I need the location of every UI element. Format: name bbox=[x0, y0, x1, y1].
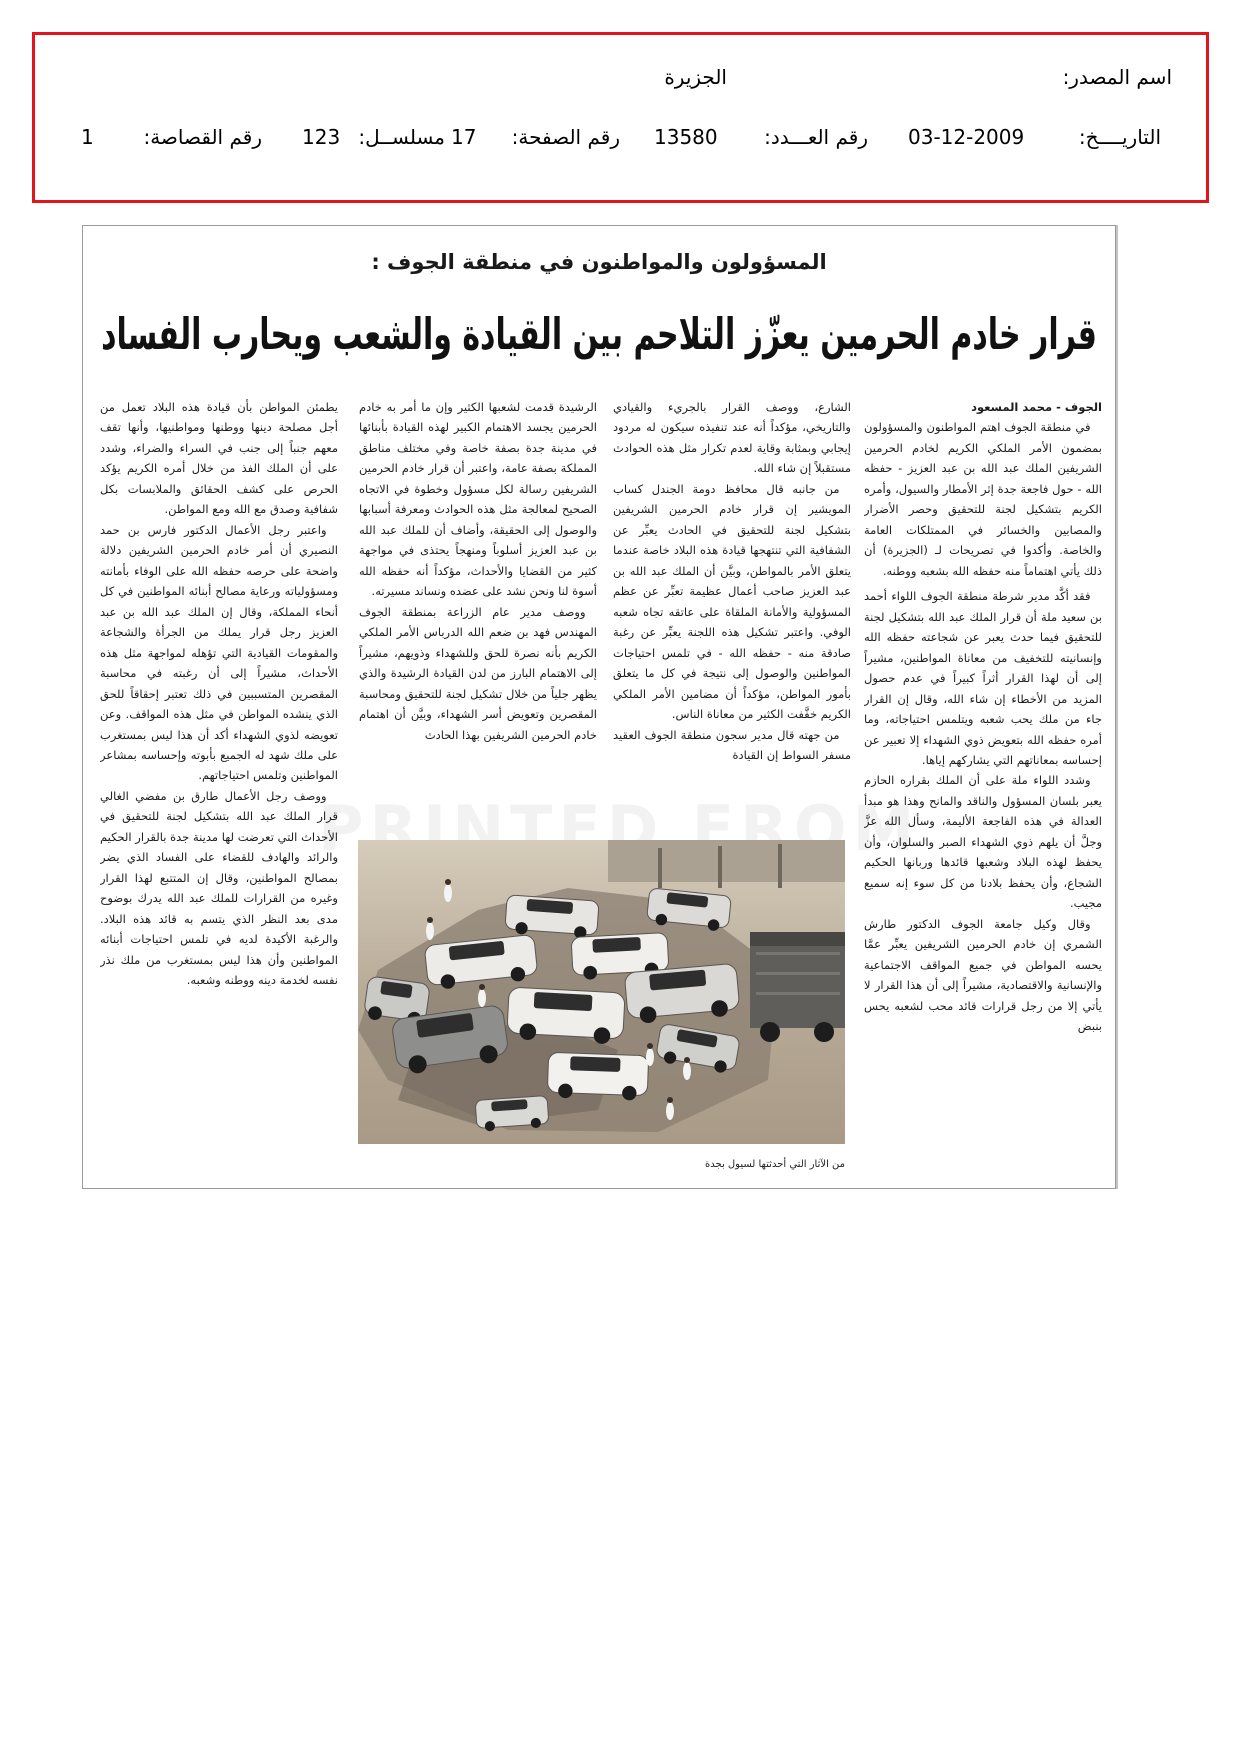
fence-post bbox=[778, 844, 782, 888]
paragraph: وقال وكيل جامعة الجوف الدكتور طارش الشمري إن خادم الحرمين الشريفين يعبِّر عمَّا يحسه المواطن في جميع المواقف الاجتماعية والإنسانية والاقتصادية، مشيراً إلى أن هذا القرار لا يأتي إلا من رجل قرارات قائد محب لشعبه يحس بنبض bbox=[864, 916, 1102, 1034]
person bbox=[683, 1057, 691, 1080]
clip-label: رقم القصاصة: bbox=[143, 125, 262, 149]
metadata-header-box bbox=[32, 32, 1209, 203]
person bbox=[444, 879, 452, 902]
person-head bbox=[667, 1097, 673, 1103]
person-head bbox=[445, 879, 451, 885]
truck bbox=[750, 932, 845, 1042]
photo-caption: من الآثار التي أحدثتها لسيول بجدة bbox=[705, 1159, 845, 1170]
date-value: 03-12-2009 bbox=[908, 125, 1025, 149]
article-column-2 bbox=[613, 397, 851, 828]
person-body bbox=[666, 1102, 674, 1120]
flood-photo-graphic bbox=[358, 840, 845, 1144]
person bbox=[646, 1043, 654, 1066]
fence-post bbox=[658, 848, 662, 888]
truck-rail bbox=[756, 992, 840, 995]
article-headline: قرار خادم الحرمين يعزّز التلاحم بين القيادة والشعب ويحارب الفساد bbox=[101, 309, 1097, 361]
paragraph: الرشيدة قدمت لشعبها الكثير وإن ما أمر به خادم الحرمين يجسد الاهتمام الكبير لهذه القيادة بأبنائها في مدينة جدة بصفة خاصة وفي مختلف مناطق المملكة بصفة عامة، واعتبر أن قرار خادم الحرمين الشريفين رسالة لكل مسؤول وخطوة في الاتجاه الصحيح لمعالجة مثل هذه الحوادث ومعرفة أسبابها والوصول إلى الحقيقة، وأضاف أن للملك عبد الله بن عبد العزيز أسلوباً ومنهجاً يحتذى في مواجهة كثير من القضايا والأحداث، مؤكداً أنه حفظه الله أسوة لنا ونحن نشد على عضده ونساند مسيرته. bbox=[359, 400, 597, 599]
paragraph: الشارع، ووصف القرار بالجريء والقيادي والتاريخي، مؤكداً أنه عند تنفيذه سيكون له مردود إيجابي وبمثابة وقاية لعدم تكرار مثل هذه الحوادث مستقبلاً إن شاء الله. bbox=[613, 400, 851, 476]
headline-container bbox=[82, 306, 1116, 366]
issue-label: رقم العـــدد: bbox=[764, 125, 868, 149]
truck-top bbox=[750, 932, 845, 946]
truck-body bbox=[750, 932, 845, 1028]
car-window bbox=[592, 937, 641, 953]
person-body bbox=[478, 989, 486, 1007]
car-window bbox=[570, 1056, 620, 1072]
paragraph: في منطقة الجوف اهتم المواطنون والمسؤولون بمضمون الأمر الملكي الكريم لخادم الحرمين الشريفين الملك عبد الله بن عبد العزيز - حفظه الله - حول فاجعة جدة إثر الأمطار والسيول، وأمره الكريم بتشكيل لجنة للتحقيق وحصر الأضرار والمصابين والخسائر في الممتلكات العامة والخاصة. وأكدوا في تصريحات لـ (الجزيرة) أن ذلك يأتي اهتماماً منه حفظه الله بشعبه ووطنه. bbox=[864, 420, 1102, 578]
person-body bbox=[683, 1062, 691, 1080]
wrecked-car bbox=[547, 1052, 649, 1101]
truck-wheel bbox=[814, 1022, 834, 1042]
fence-post bbox=[718, 846, 722, 888]
background-wall bbox=[608, 840, 845, 882]
article-column-1 bbox=[864, 397, 1102, 1172]
wrecked-car bbox=[507, 987, 626, 1045]
flood-photo bbox=[358, 840, 845, 1144]
paragraph: ووصف مدير عام الزراعة بمنطقة الجوف المهندس فهد بن ضعم الله الدرباس الأمر الملكي الكريم بأنه نصرة للحق وللشهداء وذويهم، مشيراً إلى الاهتمام البارز من لدن القيادة الرشيدة والذي يظهر جلياً من خلال تشكيل لجنة للتحقيق ومحاسبة المقصرين وتعويض أسر الشهداء، وبيَّن أن اهتمام خادم الحرمين الشريفين بهذا الحادث bbox=[359, 604, 597, 742]
paragraph: واعتبر رجل الأعمال الدكتور فارس بن حمد النصيري أن أمر خادم الحرمين الشريفين دلالة واضحة على حرصه حفظه الله على الوفاء بأمانته ومسؤولياته ورعاية مصالح أبنائه المواطنين في كل أنحاء المملكة، وقال إن الملك عبد الله بن عبد العزيز رجل قرار يملك من الجرأة والشجاعة والمقومات القيادية التي تؤهله لمواجهة مثل هذه الأحداث، مشيراً إلى أن رغبته في محاسبة المقصرين المتسببين في ذلك تعتبر إحقاقاً للحق الذي ينشده المواطن في مثل هذه المواقف. وعن تعويضه لذوي الشهداء أكد أن هذا ليس بمستغرب على ملك شهد له الجميع بأبوته وإحساسه بمشاعر المواطنين وتلمس احتياجاتهم. bbox=[100, 522, 338, 783]
paragraph: من جانبه قال محافظ دومة الجندل كساب المويشير إن قرار خادم الحرمين الشريفين بتشكيل لجنة للتحقيق في الحادث يعبِّر عن الشفافية التي تنتهجها قيادة هذه البلاد خاصة عندما يتعلق الأمر بالمواطن، وبيَّن أن الملك عبد الله بن عبد العزيز صاحب أعمال عظيمة تعبِّر عن عظم المسؤولية والأمانة الملقاة على عاتقه تجاه شعبه الوفي. واعتبر تشكيل هذه اللجنة يعبِّر عن رغبة صادقة منه - حفظه الله - في تلمس احتياجات المواطنين والوصول إلى نتيجة في كل ما يتعلق بأمور المواطن، مؤكداً أن مضامين الأمر الملكي الكريم خفَّفت الكثير من معاناة الناس. bbox=[613, 481, 851, 722]
person-head bbox=[647, 1043, 653, 1049]
person-head bbox=[427, 917, 433, 923]
person-body bbox=[646, 1048, 654, 1066]
person bbox=[478, 984, 486, 1007]
truck-rail bbox=[756, 952, 840, 955]
article-column-4 bbox=[100, 397, 338, 1172]
person-head bbox=[479, 984, 485, 990]
serial-label: مسلســل: bbox=[358, 125, 445, 149]
person-body bbox=[426, 922, 434, 940]
source-label: اسم المصدر: bbox=[1062, 65, 1172, 89]
serial-value: 123 bbox=[302, 125, 341, 149]
issue-value: 13580 bbox=[654, 125, 718, 149]
truck-rail bbox=[756, 972, 840, 975]
truck-wheel bbox=[760, 1022, 780, 1042]
article-kicker: المسؤولون والمواطنون في منطقة الجوف : bbox=[371, 250, 827, 274]
page-label: رقم الصفحة: bbox=[511, 125, 620, 149]
article-column-3 bbox=[359, 397, 597, 828]
clip-value: 1 bbox=[81, 125, 94, 149]
article-byline: الجوف - محمد المسعود bbox=[971, 400, 1102, 414]
paragraph: يطمئن المواطن بأن قيادة هذه البلاد تعمل من أجل مصلحة دينها ووطنها ومواطنيها، وأنها تقف معهم جنباً إلى جنب في السراء والضراء، وشدد على أن الملك الفذ من خلال أمره الكريم يؤكد الحرص على كشف الحقائق والملابسات بكل شفافية وصدق مع الله ومع المواطن. bbox=[100, 400, 338, 517]
printed-from-watermark: PRINTED FROM bbox=[318, 792, 921, 865]
person-body bbox=[444, 884, 452, 902]
person-head bbox=[684, 1057, 690, 1063]
car-window bbox=[534, 992, 593, 1011]
person bbox=[426, 917, 434, 940]
date-label: التاريــــخ: bbox=[1078, 125, 1161, 149]
source-value: الجزيرة bbox=[664, 65, 727, 89]
page-value: 17 bbox=[451, 125, 477, 149]
paragraph: ووصف رجل الأعمال طارق بن مفضي الغالي قرار الملك عبد الله بتشكيل لجنة للتحقيق في الأحداث التي تعرضت لها مدينة جدة بالقرار الحكيم والرائد والهادف للقضاء على الفساد الذي يضر بمصالح المواطنين، وقال إن المتتبع لهذا القرار وغيره من القرارات للملك عبد الله يدرك بوضوح مدى بعد النظر الذي يتسم به قائد هذه البلاد. والرغبة الأكيدة لديه في تلمس احتياجات أبنائه المواطنين وأن هذا ليس بمستغرب من ملك نذر نفسه لخدمة دينه ووطنه وشعبه. bbox=[100, 788, 338, 988]
person bbox=[666, 1097, 674, 1120]
paragraph: وشدد اللواء ملة على أن الملك بقراره الحازم يعبر بلسان المسؤول والناقد والمانح وهذا هو مبدأ العدالة في هذه الفاجعة الأليمة، وسأل الله عزَّ وجلَّ أن يلهم ذوي الشهداء الصبر والسلوان، وأن يحفظ لهذه البلاد وشعبها قائدها وربانها الحكيم الشجاع، وأن يحفظ بلادنا من كل سوء إنه سميع مجيب. bbox=[864, 773, 1102, 911]
paragraph: من جهته قال مدير سجون منطقة الجوف العقيد مسفر السواط إن القيادة bbox=[613, 727, 851, 762]
paragraph: فقد أكَّد مدير شرطة منطقة الجوف اللواء أحمد بن سعيد ملة أن قرار الملك عبد الله بتشكيل لجنة للتحقيق فيما حدث يعبر عن شجاعته حفظه الله وإنسانيته للتخفيف من معاناة المواطنين، مشيراً إلى أن لهذا القرار أثراً كبيراً في عدم حصول المزيد من الأخطاء إن شاء الله، وقال إن القرار جاء من ملك يحب شعبه ويتلمس احتياجاته، وما أمره حفظه الله بتعويض ذوي الشهداء إلا تعبير عن إحساسه بمعاناتهم التي يشاركهم إياها. bbox=[864, 589, 1102, 767]
